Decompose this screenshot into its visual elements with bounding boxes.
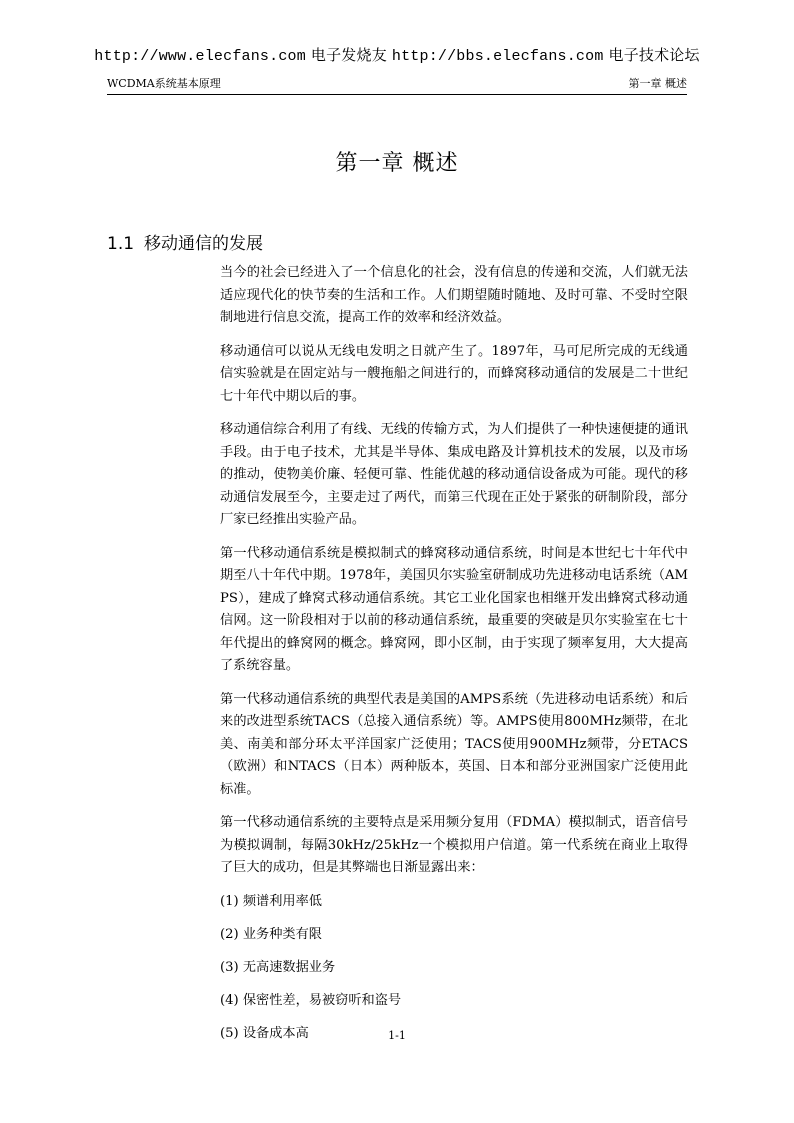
list-item: (4) 保密性差，易被窃听和盗号 [220,992,402,1008]
paragraph: 移动通信可以说从无线电发明之日就产生了。1897年，马可尼所完成的无线通信实验就是在固定站与一艘拖船之间进行的，而蜂窝移动通信的发展是二十世纪七十年代中期以后的事。 [220,343,688,404]
site-banner [0,44,794,65]
body-text [220,262,688,1056]
running-header-chapter: 第一章 概述 [628,77,687,90]
site-url-elecfans[interactable]: http://www.elecfans.com [94,48,306,65]
list-item: (3) 无高速数据业务 [220,959,336,975]
section-title: 移动通信的发展 [144,234,264,254]
page-number: 1-1 [388,1029,406,1042]
section-number: 1.1 [107,234,135,254]
paragraph: 第一代移动通信系统是模拟制式的蜂窝移动通信系统，时间是本世纪七十年代中期至八十年代中期。1978年，美国贝尔实验室研制成功先进移动电话系统（AMPS），建成了蜂窝式移动通信系统。其它工业化国家也相继开发出蜂窝式移动通信网。这一阶段相对于以前的移动通信系统，最重要的突破是贝尔实验室在七十年代提出的蜂窝网的概念。蜂窝网，即小区制，由于实现了频率复用，大大提高了系统容量。 [220,545,688,673]
site-label-elecfans: 电子发烧友 [310,46,387,64]
list-item: (5) 设备成本高 [220,1025,309,1041]
section-heading [107,229,263,254]
paragraph: 当今的社会已经进入了一个信息化的社会，没有信息的传递和交流，人们就无法适应现代化的快节奏的生活和工作。人们期望随时随地、及时可靠、不受时空限制地进行信息交流，提高工作的效率和经济效益。 [220,265,688,325]
chapter-title: 第一章 概述 [335,151,459,176]
running-header [107,76,687,95]
list-item: (1) 频谱利用率低 [220,893,322,909]
running-header-book-title: WCDMA系统基本原理 [107,77,221,90]
site-url-bbs[interactable]: http://bbs.elecfans.com [391,48,604,65]
paragraph: 第一代移动通信系统的主要特点是采用频分复用（FDMA）模拟制式，语音信号为模拟调制，每隔30kHz/25kHz一个模拟用户信道。第一代系统在商业上取得了巨大的成功，但是其弊端也日渐显露出来： [220,815,688,875]
paragraph: 移动通信综合利用了有线、无线的传输方式，为人们提供了一种快速便捷的通讯手段。由于电子技术，尤其是半导体、集成电路及计算机技术的发展，以及市场的推动，使物美价廉、轻便可靠、性能优越的移动通信设备成为可能。现代的移动通信发展至今，主要走过了两代，而第三代现在正处于紧张的研制阶段，部分厂家已经推出实验产品。 [220,422,688,527]
site-label-bbs: 电子技术论坛 [608,46,700,64]
list-item: (2) 业务种类有限 [220,926,322,942]
paragraph: 第一代移动通信系统的典型代表是美国的AMPS系统（先进移动电话系统）和后来的改进型系统TACS（总接入通信系统）等。AMPS使用800MHz频带，在北美、南美和部分环太平洋国家广泛使用；TACS使用900MHz频带，分ETACS（欧洲）和NTACS（日本）两种版本，英国、日本和部分亚洲国家广泛使用此标准。 [220,691,688,797]
